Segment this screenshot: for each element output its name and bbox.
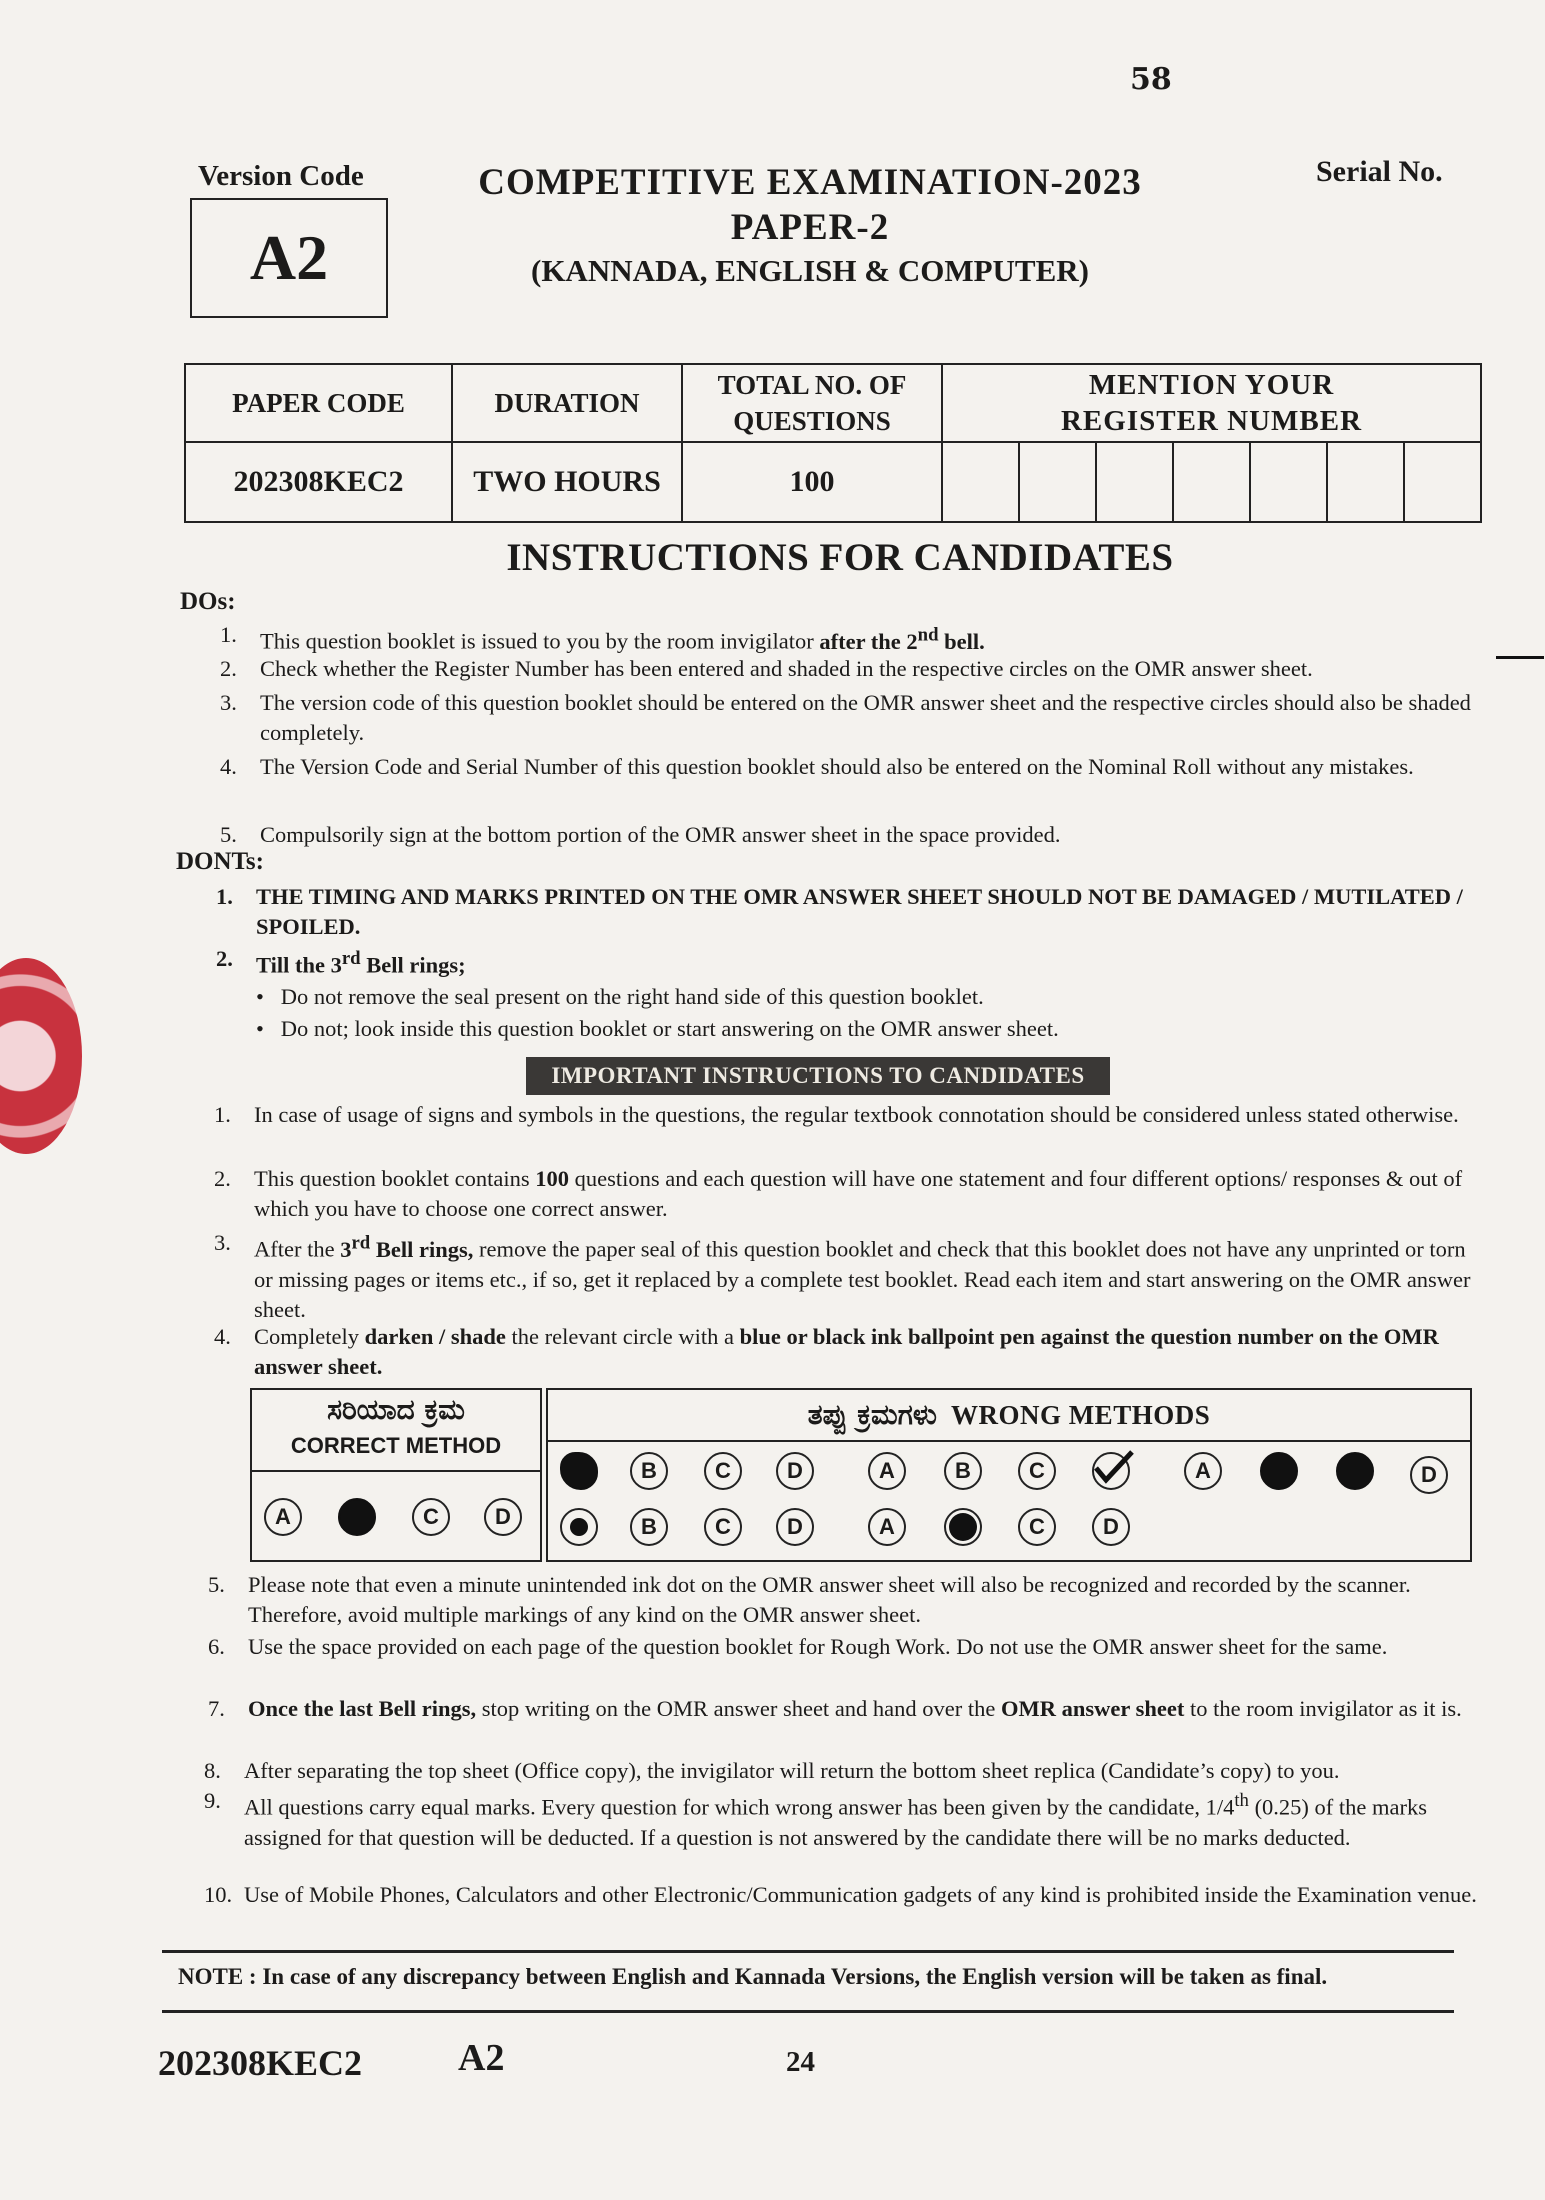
item-sup: rd	[341, 948, 361, 969]
item-text-part: After the	[254, 1236, 341, 1262]
dos-item-2	[220, 654, 1482, 684]
header-register-number	[942, 364, 1481, 442]
important-item-10	[204, 1880, 1482, 1942]
divider-line	[162, 1950, 1454, 1953]
item-text-part: (0.25) of the marks assigned for that question will be deducted. If a question is not answered by the candidate there will be no marks deducted.	[244, 1794, 1428, 1850]
bubble-d: D	[1410, 1456, 1448, 1494]
divider-line	[162, 2010, 1454, 2013]
bubble-c: C	[412, 1498, 450, 1536]
item-text	[254, 1228, 1482, 1325]
item-text-part: stop writing on the OMR answer sheet and hand over the	[476, 1696, 1002, 1721]
bubble-a: A	[1184, 1452, 1222, 1490]
item-text	[260, 620, 1482, 657]
item-text: Compulsorily sign at the bottom portion of the OMR answer sheet in the space provided.	[260, 822, 1061, 847]
item-text-part: to the room invigilator as it is.	[1184, 1696, 1462, 1721]
exam-title-line3: (KANNADA, ENGLISH & COMPUTER)	[531, 253, 1089, 288]
dos-item-4	[220, 752, 1482, 814]
exam-title	[440, 160, 1180, 292]
important-item-2	[214, 1164, 1482, 1226]
item-number: 3.	[214, 1230, 231, 1255]
total-questions-value: 100	[682, 442, 942, 522]
note-text: NOTE : In case of any discrepancy between English and Kannada Versions, the English version will be taken as final.	[178, 1964, 1328, 1989]
footer-page-number: 24	[786, 2046, 815, 2078]
item-number: 2.	[220, 656, 237, 681]
bubble-c: C	[704, 1452, 742, 1490]
important-item-1	[214, 1100, 1482, 1162]
bubble-a: A	[868, 1452, 906, 1490]
donts-item-2	[216, 944, 1482, 978]
item-number: 8.	[204, 1758, 221, 1783]
footer-version-code: A2	[458, 2037, 505, 2079]
dos-item-5	[220, 820, 1482, 850]
correct-method-box	[250, 1388, 542, 1562]
item-text: The version code of this question booklet should be entered on the OMR answer sheet and the respective circles should also be shaded completely.	[260, 690, 1471, 745]
bubble-dotted	[560, 1508, 598, 1546]
item-number: 7.	[208, 1696, 225, 1721]
item-text-bold: OMR answer sheet	[1001, 1696, 1185, 1721]
booklet-seal	[0, 958, 82, 1154]
item-number: 4.	[214, 1324, 231, 1349]
header-total-questions-line2: QUESTIONS	[733, 406, 891, 436]
header-register-line2: REGISTER NUMBER	[1060, 405, 1363, 437]
item-number: 2.	[216, 946, 233, 971]
bubble-filled	[1260, 1452, 1298, 1490]
serial-number-label: Serial No.	[1316, 155, 1443, 188]
footer-paper-code: 202308KEC2	[158, 2043, 363, 2083]
donts-bullet-2	[256, 1014, 1456, 1044]
item-number: 1.	[216, 884, 233, 909]
item-text: Use the space provided on each page of the question booklet for Rough Work. Do not use the OMR answer sheet for the same.	[248, 1634, 1388, 1659]
marking-methods-table	[250, 1388, 1468, 1558]
paper-code-value: 202308KEC2	[185, 442, 452, 522]
donts-item-1	[216, 882, 1482, 944]
bubble-b: B	[944, 1452, 982, 1490]
item-text-part: Bell rings;	[360, 952, 466, 978]
bubble-b: B	[630, 1452, 668, 1490]
duration-value: TWO HOURS	[452, 442, 682, 522]
header-duration: DURATION	[452, 364, 682, 442]
item-text-bold: darken / shade	[364, 1324, 506, 1349]
dos-heading: DOs:	[180, 588, 236, 615]
item-text	[254, 1322, 1482, 1382]
bubble-d: D	[484, 1498, 522, 1536]
header-paper-code: PAPER CODE	[185, 364, 452, 442]
item-text: After separating the top sheet (Office copy), the invigilator will return the bottom sheet replica (Candidate’s copy) to you.	[244, 1758, 1340, 1783]
item-text: THE TIMING AND MARKS PRINTED ON THE OMR ANSWER SHEET SHOULD NOT BE DAMAGED / MUTILATED / SPOILED.	[256, 884, 1463, 939]
bullet-text: Do not remove the seal present on the right hand side of this question booklet.	[280, 984, 984, 1009]
bubble-d: D	[776, 1452, 814, 1490]
donts-bullet-1	[256, 982, 1456, 1012]
bubble-b: B	[630, 1508, 668, 1546]
item-text: Check whether the Register Number has been entered and shaded in the respective circles on the OMR answer sheet.	[260, 656, 1313, 681]
version-code-value: A2	[249, 222, 329, 293]
page-number: 58	[1130, 62, 1172, 97]
item-text: Please note that even a minute unintended ink dot on the OMR answer sheet will also be recognized and recorded by the scanner. Therefore, avoid multiple markings of any kind on the OMR answer sheet.	[248, 1572, 1411, 1627]
item-text: The Version Code and Serial Number of this question booklet should also be entered on the Nominal Roll without any mistakes.	[260, 754, 1414, 779]
bubble-filled	[338, 1498, 376, 1536]
item-sup: th	[1234, 1790, 1249, 1811]
dos-item-3	[220, 688, 1482, 750]
item-number: 1.	[214, 1102, 231, 1127]
wrong-methods-header	[548, 1390, 1470, 1442]
item-text-bold: blue or black ink ballpoint pen against the question number on the OMR answer sheet.	[254, 1324, 1439, 1379]
exam-title-line1: COMPETITIVE EXAMINATION-2023	[478, 162, 1142, 203]
item-text-bold: Bell rings,	[370, 1236, 474, 1262]
ink-dot-icon	[570, 1518, 588, 1536]
item-text	[244, 1786, 1482, 1853]
header-total-questions	[682, 364, 942, 442]
important-item-4	[214, 1322, 1482, 1384]
register-digit-box[interactable]	[1250, 442, 1327, 522]
bubble-a: A	[264, 1498, 302, 1536]
bubble-scribbled	[560, 1452, 598, 1490]
item-number: 5.	[208, 1572, 225, 1597]
item-text-part: the relevant circle with a	[505, 1324, 740, 1349]
item-text: Use of Mobile Phones, Calculators and other Electronic/Communication gadgets of any kind is prohibited inside the Examination venue.	[244, 1882, 1477, 1907]
register-digit-box[interactable]	[1096, 442, 1173, 522]
item-sup: rd	[351, 1232, 371, 1253]
bubble-a: A	[868, 1508, 906, 1546]
bubble-c: C	[1018, 1508, 1056, 1546]
item-number: 5.	[220, 822, 237, 847]
register-digit-box[interactable]	[1173, 442, 1250, 522]
bubble-d: D	[776, 1508, 814, 1546]
item-number: 4.	[220, 754, 237, 779]
item-text: In case of usage of signs and symbols in the questions, the regular textbook connotation should be considered unless stated otherwise.	[254, 1102, 1459, 1127]
bubble-c: C	[1018, 1452, 1056, 1490]
instructions-title: INSTRUCTIONS FOR CANDIDATES	[506, 536, 1174, 579]
item-text-part: This question booklet contains	[254, 1166, 536, 1191]
register-digit-box[interactable]	[1019, 442, 1096, 522]
header-total-questions-line1: TOTAL NO. OF	[717, 370, 907, 400]
bubble-filled	[1336, 1452, 1374, 1490]
bubble-c: C	[704, 1508, 742, 1546]
correct-method-header	[252, 1390, 540, 1472]
item-number: 1.	[220, 622, 237, 647]
item-text-part: Till the 3	[256, 952, 342, 978]
item-text	[254, 1164, 1482, 1224]
item-text-bold: after the 2	[819, 628, 918, 654]
register-digit-box[interactable]	[942, 442, 1019, 522]
item-number: 9.	[204, 1788, 221, 1813]
donts-heading: DONTs:	[176, 848, 264, 875]
item-text	[248, 1694, 1482, 1724]
item-text	[256, 944, 1482, 981]
version-code-label: Version Code	[198, 160, 364, 192]
important-instructions-banner: IMPORTANT INSTRUCTIONS TO CANDIDATES	[526, 1057, 1110, 1095]
item-text-part: All questions carry equal marks. Every question for which wrong answer has been given by the candidate, 1/4	[244, 1794, 1235, 1820]
bullet-icon: •	[256, 984, 264, 1009]
item-text-bold: Once the last Bell rings,	[248, 1696, 477, 1721]
register-digit-box[interactable]	[1327, 442, 1404, 522]
item-text-bold: 100	[535, 1166, 569, 1191]
bullet-icon: •	[256, 1016, 264, 1041]
important-item-7	[208, 1694, 1482, 1756]
important-item-8	[204, 1756, 1482, 1786]
item-text-part: remove the paper seal of this question booklet and check that this booklet does not have any unprinted or torn or missing pages or items etc., if so, get it replaced by a complete test booklet. Read each item and start answering on the OMR answer sheet.	[254, 1236, 1471, 1322]
item-text-part: This question booklet is issued to you by the room invigilator	[260, 628, 820, 654]
item-number: 2.	[214, 1166, 231, 1191]
paper-info-table	[184, 363, 1482, 523]
bubble-partial	[944, 1508, 982, 1546]
bubble-ticked	[1092, 1452, 1130, 1490]
bullet-text: Do not; look inside this question booklet or start answering on the OMR answer sheet.	[280, 1016, 1059, 1041]
item-number: 3.	[220, 690, 237, 715]
item-number: 6.	[208, 1634, 225, 1659]
correct-method-english: CORRECT METHOD	[290, 1433, 502, 1458]
exam-title-line2: PAPER-2	[730, 207, 890, 248]
item-text-bold: 3	[340, 1236, 352, 1262]
item-number: 10.	[204, 1882, 233, 1907]
wrong-methods-box	[546, 1388, 1472, 1562]
dos-item-1	[220, 620, 1482, 654]
partial-fill-icon	[949, 1513, 977, 1541]
header-register-line1: MENTION YOUR	[1088, 369, 1335, 401]
version-code-box	[190, 198, 388, 318]
item-text-part: questions and each question will have one statement and four different options/ responses & out of which you have to choose one correct answer.	[254, 1166, 1463, 1221]
wrong-methods-english: WRONG METHODS	[950, 1399, 1211, 1430]
correct-method-kannada: ಸರಿಯಾದ ಕ್ರಮ	[327, 1393, 465, 1426]
register-digit-box[interactable]	[1404, 442, 1481, 522]
wrong-methods-kannada: ತಪ್ಪು ಕ್ರಮಗಳು	[807, 1398, 937, 1431]
important-item-9	[204, 1786, 1482, 1878]
tick-mark-icon	[1090, 1448, 1136, 1488]
margin-mark	[1496, 656, 1544, 659]
item-text-part: Completely	[254, 1324, 365, 1349]
important-item-3	[214, 1228, 1482, 1320]
item-text-bold: bell.	[938, 628, 985, 654]
item-sup: nd	[917, 624, 939, 645]
important-item-6	[208, 1632, 1482, 1694]
important-item-5	[208, 1570, 1482, 1632]
bubble-d: D	[1092, 1508, 1130, 1546]
